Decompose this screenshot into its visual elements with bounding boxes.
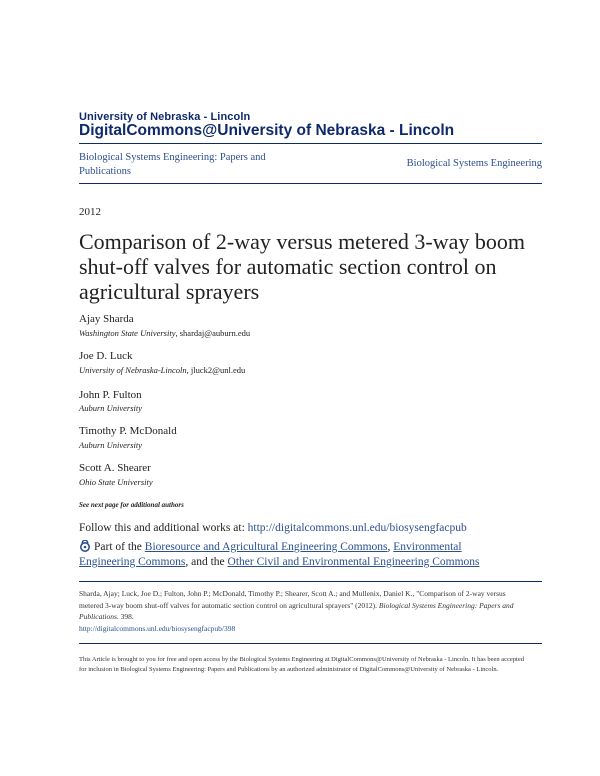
university-name: University of Nebraska - Lincoln (79, 111, 251, 123)
author-affiliation: Ohio State University (79, 477, 153, 487)
part-of-sep2: , and the (185, 556, 225, 568)
author-affiliation: Auburn University (79, 403, 143, 413)
collection-link-department[interactable]: Biological Systems Engineering (406, 158, 542, 169)
author-name: John P. Fulton (79, 389, 142, 401)
publication-year: 2012 (79, 206, 101, 218)
collection-link-papers[interactable]: Biological Systems Engineering: Papers and Publications (79, 152, 266, 177)
citation-rule (79, 581, 542, 582)
author-email[interactable]: shardaj@auburn.edu (179, 328, 251, 338)
citation-journal: Biological Systems Engineering: Papers and Publications (79, 600, 514, 621)
citation-text: Sharda, Ajay; Luck, Joe D.; Fulton, John P.; McDonald, Timothy P.; Shearer, Scott A.; and Mullenix, Daniel K., "Comparison of 2-way versus metered 3-way boom shut-off valves for automatic section control on agricultural sprayers" (2012). (79, 589, 506, 610)
collection-rule (79, 183, 542, 184)
commons-link-bioresource[interactable]: Bioresource and Agricultural Engineering Commons (144, 541, 388, 553)
author-email[interactable]: jluck2@unl.edu (190, 365, 246, 375)
author-name: Timothy P. McDonald (79, 425, 177, 437)
follow-text: Follow this and additional works at: (79, 522, 245, 534)
author-name: Scott A. Shearer (79, 462, 151, 474)
follow-line (79, 522, 467, 534)
citation-number: . 398. (116, 612, 134, 621)
author-affiliation: University of Nebraska-Lincoln, jluck2@unl.edu (79, 365, 246, 375)
author-affiliation: Auburn University (79, 440, 143, 450)
part-of-line (79, 540, 519, 570)
commons-link-environmental[interactable]: Environmental Engineering Commons (79, 541, 462, 568)
affiliation-text: University of Nebraska-Lincoln (79, 365, 187, 375)
repository-name[interactable]: DigitalCommons@University of Nebraska - Lincoln (79, 122, 455, 139)
affiliation-text: Washington State University (79, 328, 176, 338)
follow-link[interactable]: http://digitalcommons.unl.edu/biosysengfacpub (247, 522, 467, 534)
notice-rule (79, 643, 542, 644)
see-next-page-note: See next page for additional authors (79, 501, 184, 509)
author-name: Joe D. Luck (79, 350, 133, 362)
part-of-prefix: Part of the (94, 541, 142, 553)
header-rule (79, 143, 542, 144)
article-title: Comparison of 2-way versus metered 3-way boom shut-off valves for automatic section control on agricultural sprayers (79, 229, 526, 304)
recommended-citation (79, 588, 524, 634)
part-of-sep1: , (387, 541, 391, 553)
open-access-icon (79, 540, 91, 552)
commons-link-other-civil[interactable]: Other Civil and Environmental Engineering Commons (227, 556, 480, 568)
access-notice: This Article is brought to you for free and open access by the Biological Systems Engineering at DigitalCommons@University of Nebraska - Lincoln. It has been accepted for inclusion in Biological Systems Engineering: Papers and Publications by an authorized administrator of DigitalCommons@University of Nebraska - Lincoln. (79, 656, 524, 673)
author-affiliation: Washington State University, shardaj@auburn.edu (79, 328, 251, 338)
citation-url[interactable]: http://digitalcommons.unl.edu/biosysengfacpub/398 (79, 623, 236, 633)
author-name: Ajay Sharda (79, 313, 134, 325)
